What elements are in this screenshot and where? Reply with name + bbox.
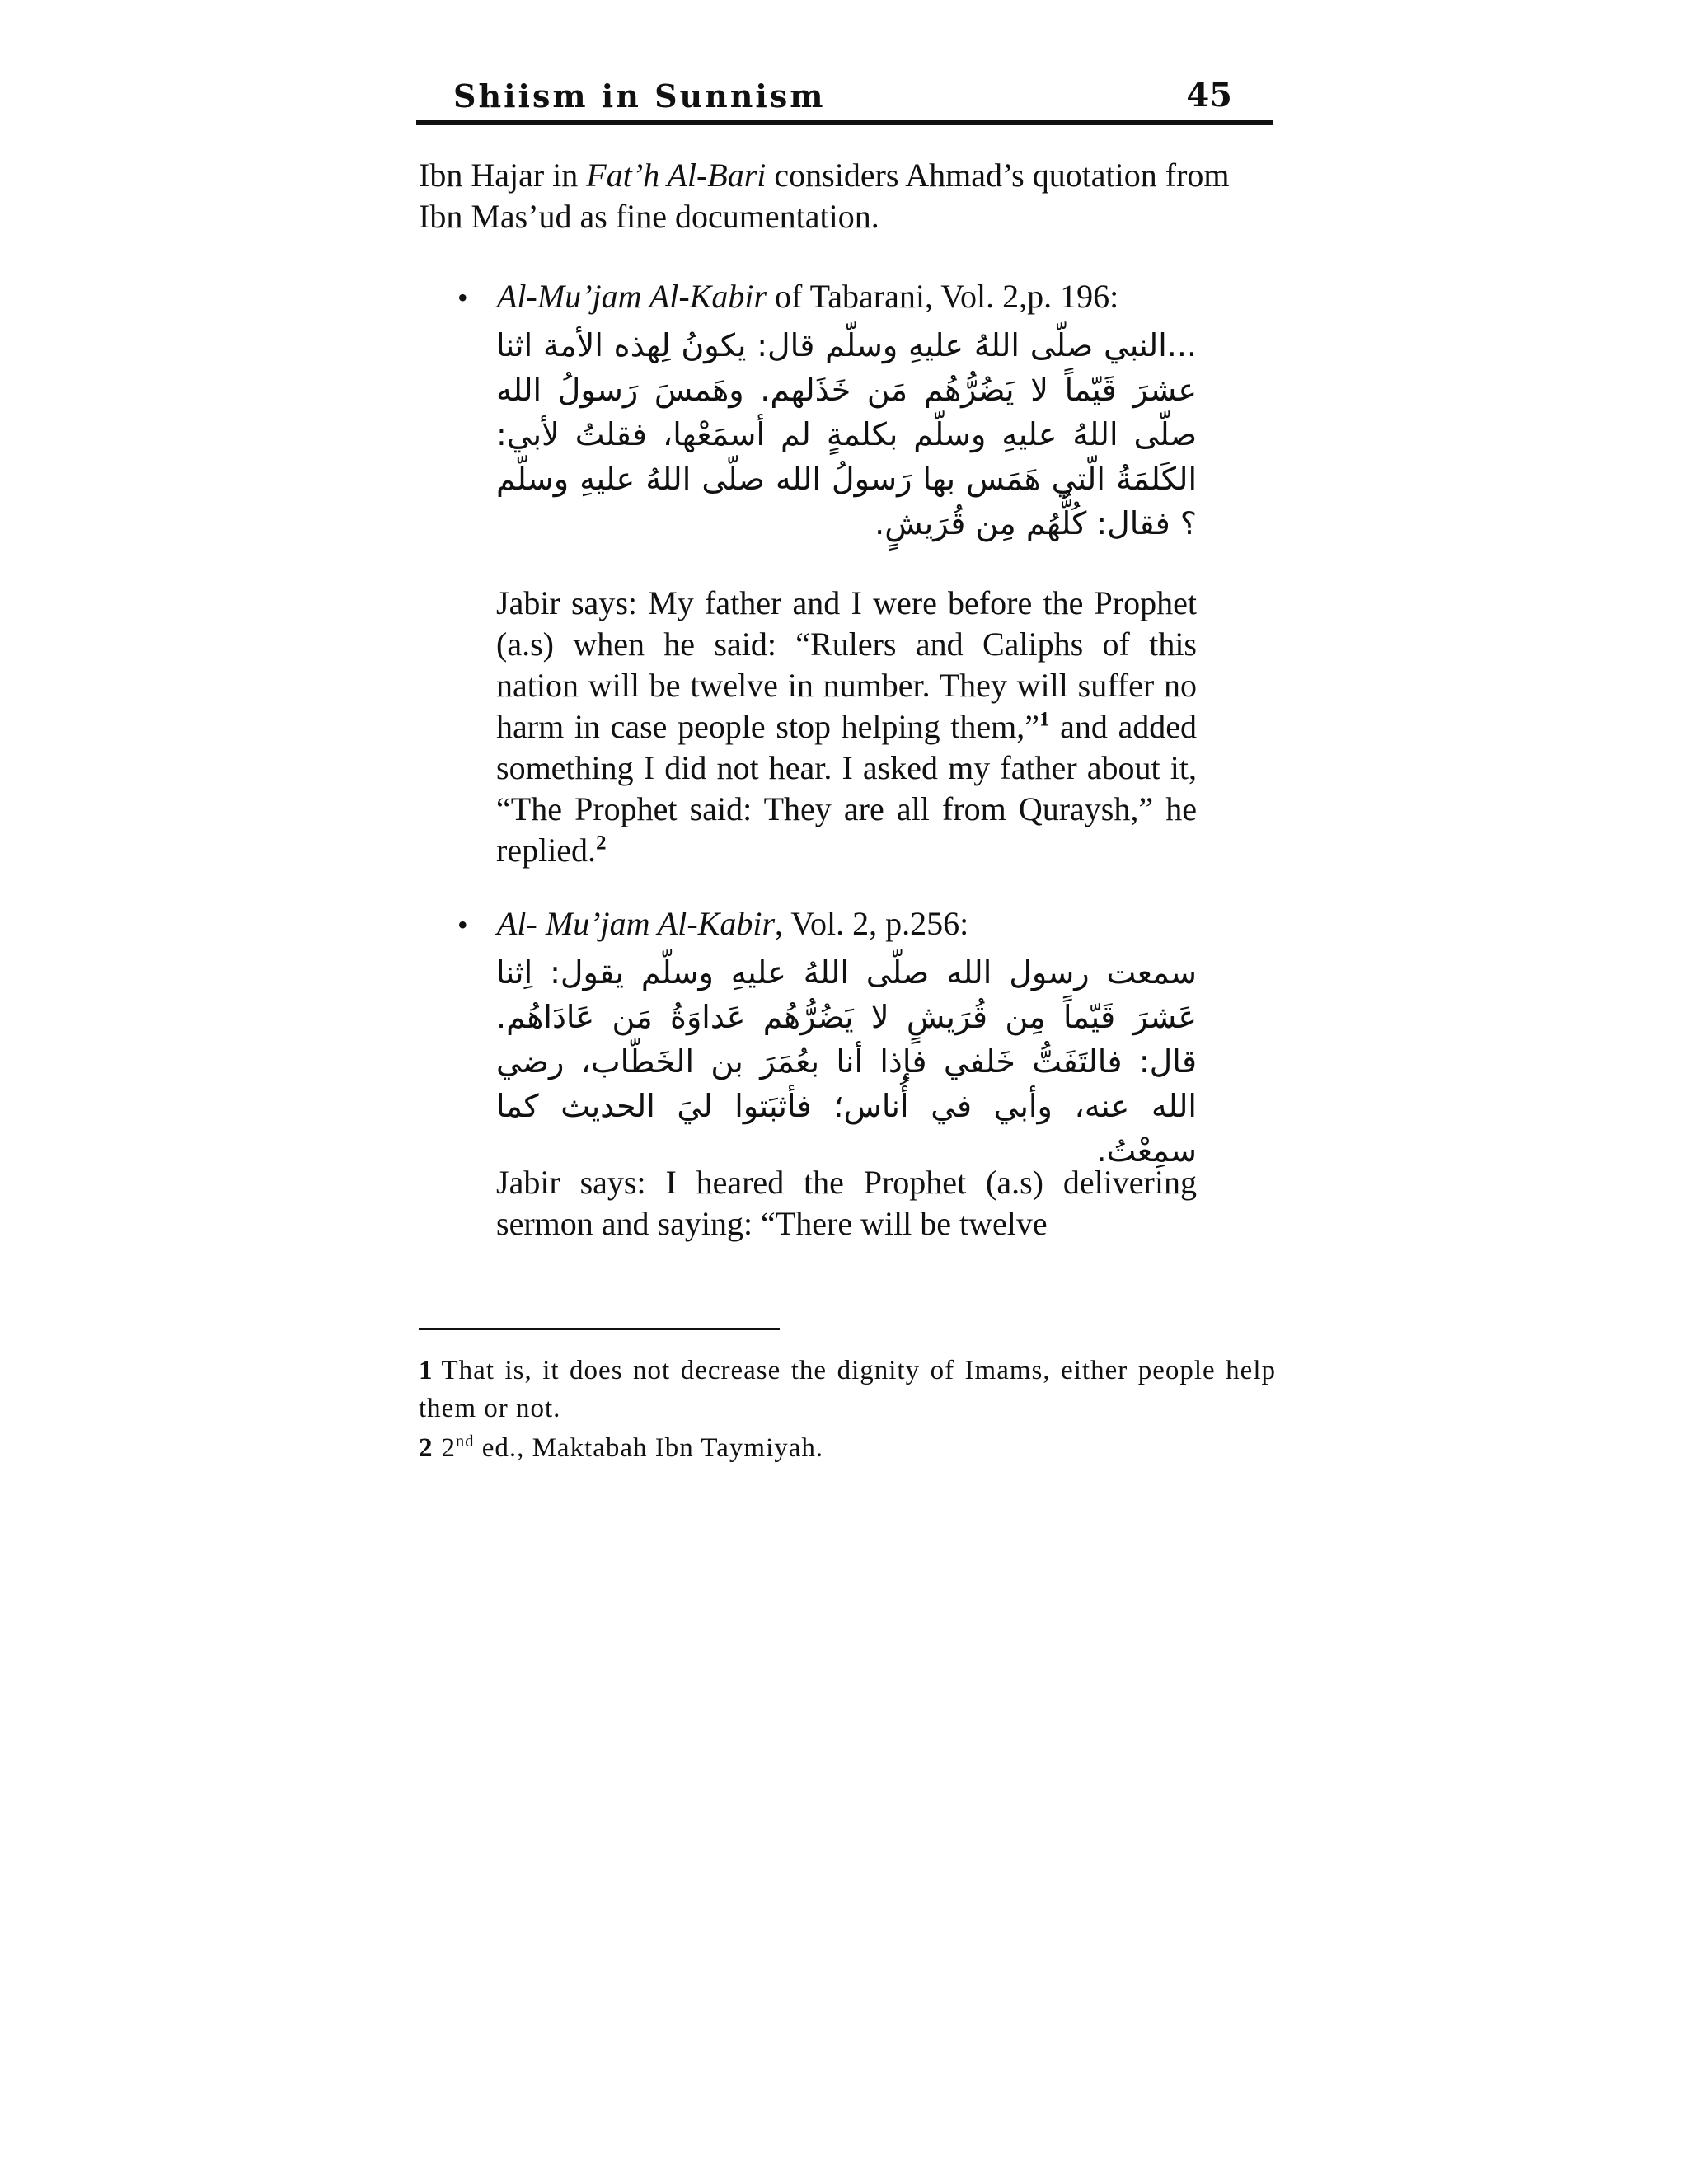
intro-paragraph [419,155,1276,237]
footnote-1 [419,1352,1276,1427]
footnote-2 [419,1429,1276,1467]
bullet-book-title: Al-Mu’jam Al-Kabir [497,278,767,315]
footnote-number: 1 [419,1356,434,1385]
footnote-ordinal-suffix: nd [456,1432,475,1451]
translation-paragraph-2: Jabir says: I heared the Prophet (a.s) delivering sermon and saying: “There will be twelve [496,1164,1197,1242]
running-header-title: Shiism in Sunnism [453,77,826,115]
bullet-icon: • [457,908,468,941]
footnote-edition-number: 2 [441,1433,456,1463]
running-header [416,74,1273,125]
arabic-quote-1: ...النبي صلّى اللهُ عليهِ وسلّم قال: يكونُ لِهذه الأمة اثنا عشرَ قَيّماً لا يَضُرُّهُم مَن خَذَلهم. وهَمسَ رَسولُ الله صلّى اللهُ عليهِ وسلّم بكلمةٍ لم أسمَعْها، فقلتُ لأبي: الكَلمَةُ الّتي هَمَس بها رَسولُ الله صلّى اللهُ عليهِ وسلّم ؟ فقال: كُلُّهُم مِن قُرَيشٍ. [496,327,1197,541]
intro-book-title: Fat’h Al-Bari [586,157,767,194]
bullet-book-title: Al- Mu’jam Al-Kabir [497,905,776,942]
intro-text-end: considers Ahmad’s quotation from Ibn Mas’ud as fine documentation. [419,157,1230,235]
translation-paragraph-1 [496,583,1197,871]
footnote-divider [419,1328,780,1330]
footnote-ref-2: 2 [596,832,607,855]
translation-text-cont: and added something I did not hear. I asked my father about it, “The Prophet said: They are all from Quraysh,” he replied. [496,708,1197,869]
arabic-quote-2: سمعت رسول الله صلّى اللهُ عليهِ وسلّم يقول: اِثنا عَشرَ قَيّماً مِن قُرَيشٍ لا يَضُرُّهُم عَداوَةُ مَن عَادَاهُم. قال: فالتَفَتُّ خَلفي فإذا أنا بعُمَرَ بن الخَطّاب، رضي الله عنه، وأبي في أُناس؛ فأثبَتوا ليَ الحديث كما سمِعْتُ. [496,954,1197,1169]
bullet-heading-1 [457,276,1282,318]
bullet-heading-2 [457,903,1282,945]
footnote-text: That is, it does not decrease the dignity of Imams, either people help them or not. [419,1356,1276,1423]
page-number: 45 [1186,76,1232,115]
footnote-text: ed., Maktabah Ibn Taymiyah. [474,1433,824,1463]
translation-text: Jabir says: My father and I were before the Prophet (a.s) when he said: “Rulers and Caliphs of this nation will be twelve in number. They will suffer no harm in case people stop helping them,” [496,584,1197,745]
footnote-number: 2 [419,1433,434,1463]
bullet-reference: of Tabarani, Vol. 2,p. 196: [767,278,1119,315]
footnote-ref-1: 1 [1039,708,1050,731]
bullet-reference: , Vol. 2, p.256: [775,905,969,942]
bullet-icon: • [457,281,468,314]
intro-text-start: Ibn Hajar in [419,157,587,194]
